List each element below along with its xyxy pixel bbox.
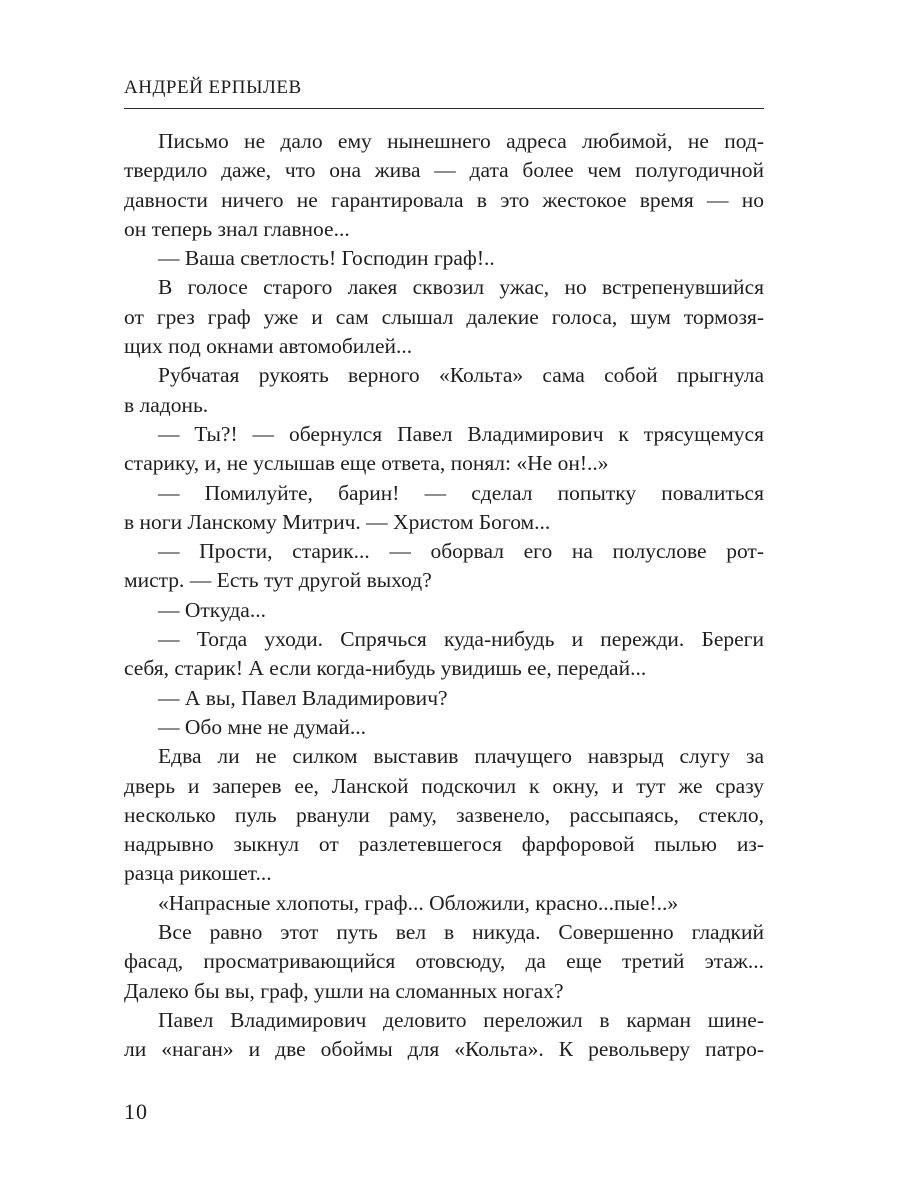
running-head-author: АНДРЕЙ ЕРПЫЛЕВ bbox=[124, 77, 302, 98]
text-line: в ноги Ланскому Митрич. — Христом Богом... bbox=[124, 509, 551, 534]
text-line: надрывно зыкнул от разлетевшегося фарфоровой пылью из- bbox=[124, 832, 764, 857]
text-line: себя, старик! А если когда-нибудь увидишь ее, передай... bbox=[124, 656, 647, 681]
text-line: Рубчатая рукоять верного «Кольта» сама собой прыгнула bbox=[158, 363, 764, 388]
text-line: — А вы, Павел Владимирович? bbox=[158, 685, 448, 710]
text-line: фасад, просматривающийся отовсюду, да еще третий этаж... bbox=[124, 949, 764, 974]
text-line: Письмо не дало ему нынешнего адреса любимой, не под- bbox=[158, 129, 764, 153]
header-divider bbox=[124, 108, 764, 109]
text-line: в ладонь. bbox=[124, 392, 209, 417]
text-line: — Обо мне не думай... bbox=[158, 714, 366, 739]
text-line: несколько пуль рванули раму, зазвенело, рассыпаясь, стекло, bbox=[124, 802, 764, 827]
text-line: ли «наган» и две обоймы для «Кольта». К револьверу патро- bbox=[124, 1037, 764, 1062]
text-line: Едва ли не силком выставив плачущего навзрыд слугу за bbox=[158, 744, 764, 769]
text-line: В голосе старого лакея сквозил ужас, но встрепенувшийся bbox=[158, 275, 764, 300]
text-line: дверь и заперев ее, Ланской подскочил к окну, и тут же сразу bbox=[124, 773, 764, 798]
text-line: Павел Владимирович деловито переложил в карман шине- bbox=[158, 1007, 764, 1032]
text-line: Все равно этот путь вел в никуда. Совершенно гладкий bbox=[158, 920, 764, 945]
text-line: — Ты?! — обернулся Павел Владимирович к трясущемуся bbox=[158, 421, 764, 446]
text-line: твердило даже, что она жива — дата более чем полугодичной bbox=[124, 158, 764, 183]
text-line: щих под окнами автомобилей... bbox=[124, 334, 413, 359]
text-line: мистр. — Есть тут другой выход? bbox=[124, 568, 432, 593]
text-line: от грез граф уже и сам слышал далекие голоса, шум тормозя- bbox=[124, 304, 764, 329]
text-line: — Ваша светлость! Господин граф!.. bbox=[158, 246, 495, 271]
text-line: — Тогда уходи. Спрячься куда-нибудь и пережди. Береги bbox=[158, 627, 764, 652]
page-number: 10 bbox=[124, 1099, 148, 1124]
text-line: давности ничего не гарантировала в это жестокое время — но bbox=[124, 187, 764, 212]
text-line: старику, и, не услышав еще ответа, понял: «Не он!..» bbox=[124, 451, 609, 476]
body-text bbox=[124, 127, 764, 1065]
text-line: «Напрасные хлопоты, граф... Обложили, красно...пые!..» bbox=[158, 890, 679, 915]
text-line: разца рикошет... bbox=[124, 861, 272, 886]
text-line: — Прости, старик... — оборвал его на полуслове рот- bbox=[158, 539, 764, 564]
text-line: Далеко бы вы, граф, ушли на сломанных ногах? bbox=[124, 978, 564, 1003]
text-line: — Помилуйте, барин! — сделал попытку повалиться bbox=[158, 480, 764, 505]
text-line: он теперь знал главное... bbox=[124, 216, 350, 241]
text-line: — Откуда... bbox=[158, 597, 266, 622]
